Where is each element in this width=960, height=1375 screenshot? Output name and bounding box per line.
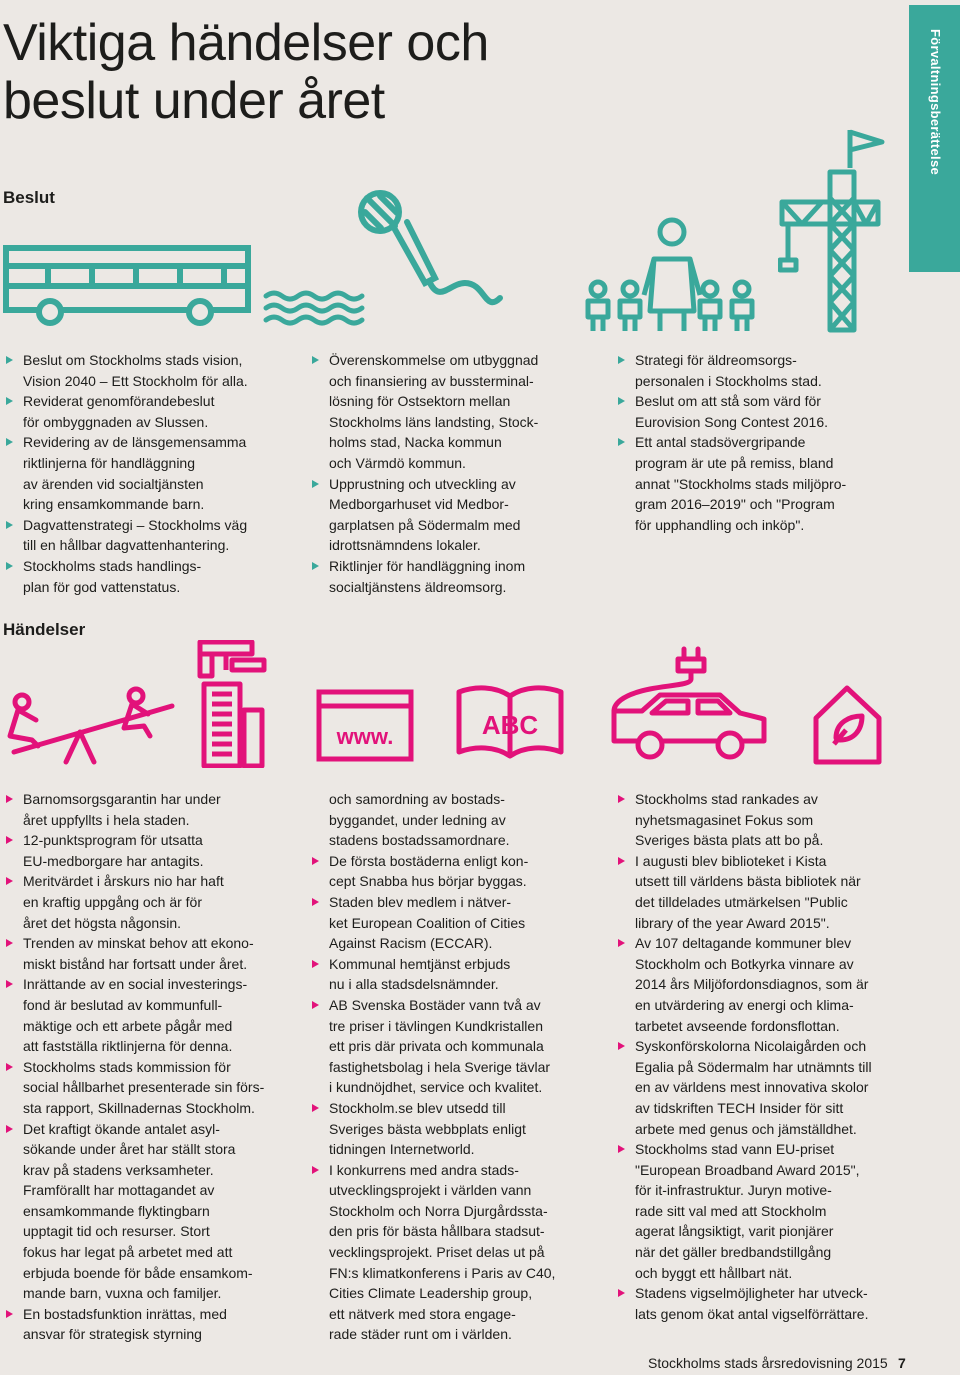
caregiver-children-icon: [576, 215, 776, 333]
page-title: [3, 14, 489, 130]
bus-icon: [0, 236, 255, 328]
list-item: Trenden av minskat behov att ekono- miskt bistånd har fortsatt under året.: [4, 933, 302, 974]
list-item: Ett antal stadsövergripande program är ute på remiss, bland annat "Stockholms stads miljöpro- gram 2016–2019" och "Program för upphandling och inköp".: [616, 432, 916, 535]
list-item: Riktlinjer för handläggning inom socialtjänstens äldreomsorg.: [310, 556, 605, 597]
crane-icon: [778, 128, 888, 333]
beslut-heading: Beslut: [3, 188, 55, 207]
list-item: Det kraftigt ökande antalet asyl- sökande under året har ställt stora krav på stadens verksamheter. Framförallt har mottagandet av ensamkommande flyktingbarn upptagit tid och resurser. Stort fokus har legat på arbetet med att erbjuda boende för både ensamkom- mande barn, vuxna och familjer.: [4, 1119, 302, 1304]
list-item: Stockholms stad rankades av nyhetsmagasinet Fokus som Sveriges bästa plats att bo på.: [616, 789, 916, 851]
microphone-icon: [355, 188, 505, 323]
list-item: Meritvärdet i årskurs nio har haft en kraftig uppgång och är för året det högsta någonsin.: [4, 871, 302, 933]
list-item: Upprustning och utveckling av Medborgarhuset vid Medbor- garplatsen på Södermalm med idrottsnämndens lokaler.: [310, 474, 605, 556]
side-tab-label: Förvaltningsberättelse: [928, 29, 943, 176]
list-item: I augusti blev biblioteket i Kista utsett till världens bästa bibliotek när det tilldelades utmärkelsen "Public library of the year Award 2015".: [616, 851, 916, 933]
list-item: Stockholms stads handlings- plan för god vattenstatus.: [4, 556, 299, 597]
seesaw-icon: [0, 680, 180, 765]
page-title-line-1: Viktiga händelser och: [3, 14, 489, 72]
list-item: I konkurrens med andra stads- utvecklingsprojekt i världen vann Stockholm och Norra Djurgårdssta- den pris för bästa hållbara stadsut- vecklingsprojekt. Priset delas ut på FN:s klimatkonferens i Paris av C40, Cities Climate Leadership group, ett nätverk med stora engage- rade städer runt om i världen.: [310, 1160, 608, 1345]
list-item: Barnomsorgsgarantin har under året uppfyllts i hela staden.: [4, 789, 302, 830]
list-item: Stockholms stads kommission för social hållbarhet presenterade sin förs- sta rapport, Skillnadernas Stockholm.: [4, 1057, 302, 1119]
list-item: Reviderat genomförandebeslut för ombyggnaden av Slussen.: [4, 391, 299, 432]
waves-icon: [262, 288, 372, 328]
list-item: Beslut om Stockholms stads vision, Vision 2040 – Ett Stockholm för alla.: [4, 350, 299, 391]
beslut-column-2: [310, 350, 605, 597]
list-item: Av 107 deltagande kommuner blev Stockholm och Botkyrka vinnare av 2014 års Miljöfordonsdiagnos, som är en utvärdering av energi och klima- tarbetet avseende fordonsflottan.: [616, 933, 916, 1036]
list-item: Stockholm.se blev utsedd till Sveriges bästa webbplats enligt tidningen Internetworld.: [310, 1098, 608, 1160]
footer-title: Stockholms stads årsredovisning 2015: [648, 1355, 888, 1371]
handelser-column-2: [310, 789, 608, 1345]
list-item: Staden blev medlem i nätver- ket European Coalition of Cities Against Racism (ECCAR).: [310, 892, 608, 954]
page-number: 7: [898, 1355, 906, 1371]
website-icon: [315, 688, 415, 763]
section-side-tab: [909, 5, 960, 272]
list-item: 12-punktsprogram för utsatta EU-medborgare har antagits.: [4, 830, 302, 871]
beslut-column-1: [4, 350, 299, 597]
building-crane-icon: [192, 640, 270, 768]
list-item: Inrättande av en social investerings- fond är beslutad av kommunfull- mäktige och ett arbete pågår med att fastställa riktlinjerna för denna.: [4, 974, 302, 1056]
electric-car-icon: [610, 645, 770, 767]
page-title-line-2: beslut under året: [3, 72, 385, 130]
handelser-column-1: [4, 789, 302, 1345]
list-item-continuation: och samordning av bostads- byggandet, under ledning av stadens bostadssamordnare.: [329, 791, 510, 849]
list-item: Revidering av de länsgemensamma riktlinjerna för handläggning av ärenden vid socialtjänsten kring ensamkommande barn.: [4, 432, 299, 514]
list-item: En bostadsfunktion inrättas, med ansvar för strategisk styrning: [4, 1304, 302, 1345]
list-item: Beslut om att stå som värd för Eurovision Song Contest 2016.: [616, 391, 916, 432]
list-item: Kommunal hemtjänst erbjuds nu i alla stadsdelsnämnder.: [310, 954, 608, 995]
list-item: Stockholms stad vann EU-priset "European Broadband Award 2015", för it-infrastruktur. Juryn motive- rade sitt val med att Stockholm agerat långsiktigt, varit pionjärer när det gäller bredbandstillgång och byggt ett hållbart nät.: [616, 1139, 916, 1283]
list-item: AB Svenska Bostäder vann två av tre priser i tävlingen Kundkristallen ett pris där privata och kommunala fastighetsbolag i hela Sverige tävlar i kundnöjdhet, service och kvalitet.: [310, 995, 608, 1098]
list-item: Överenskommelse om utbyggnad och finansiering av bussterminal- lösning för Ostsektorn mellan Stockholms läns landsting, Stock- holms stad, Nacka kommun och Värmdö kommun.: [310, 350, 605, 474]
list-item: De första bostäderna enligt kon- cept Snabba hus börjar byggas.: [310, 851, 608, 892]
list-item: Strategi för äldreomsorgs- personalen i Stockholms stad.: [616, 350, 916, 391]
list-item: Dagvattenstrategi – Stockholms väg till en hållbar dagvattenhantering.: [4, 515, 299, 556]
beslut-column-3: [616, 350, 916, 535]
house-leaf-icon: [810, 682, 885, 767]
handelser-column-3: [616, 789, 916, 1324]
list-item: Stadens vigselmöjligheter har utveck- lats genom ökat antal vigselförrättare.: [616, 1283, 916, 1324]
list-item: Syskonförskolorna Nicolaigården och Egalia på Södermalm har utnämnts till en av världens mest innovativa skolor av tidskriften TECH Insider för sitt arbete med genus och jämställdhet.: [616, 1036, 916, 1139]
book-icon-label: ABC: [481, 710, 539, 740]
handelser-heading: Händelser: [3, 620, 86, 639]
website-icon-label: www.: [336, 724, 394, 749]
book-icon: [455, 682, 565, 767]
